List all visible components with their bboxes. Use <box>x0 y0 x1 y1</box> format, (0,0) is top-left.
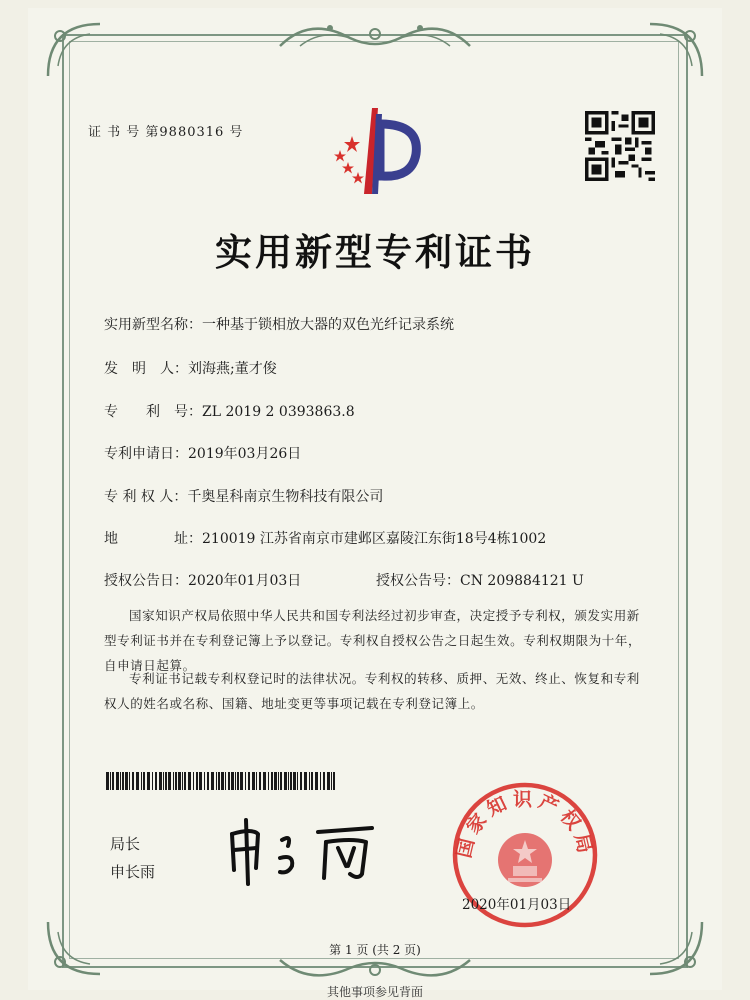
patent-number-value: ZL 2019 2 0393863.8 <box>202 404 355 420</box>
grant-number-value: CN 209884121 U <box>460 573 584 589</box>
barcode <box>106 772 338 790</box>
address-value: 210019 江苏省南京市建邺区嘉陵江东街18号4栋1002 <box>202 531 547 547</box>
grant-date-label: 授权公告日： <box>104 573 188 589</box>
director-name: 申长雨 <box>110 863 156 881</box>
corner-ornament-top-left <box>40 16 110 86</box>
address-row <box>104 528 546 548</box>
grant-date-row <box>104 570 301 590</box>
corner-ornament-top-right <box>640 16 710 86</box>
certificate-title: 实用新型专利证书 <box>215 231 535 274</box>
director-title: 局长 <box>110 835 141 853</box>
certificate-number: 证 书 号 第9880316 号 <box>88 125 244 140</box>
patentee-row <box>104 486 383 506</box>
patent-number-row <box>104 401 355 421</box>
utility-name-label: 实用新型名称： <box>104 317 202 333</box>
grant-date-value: 2020年01月03日 <box>188 573 302 589</box>
page-number: 第 1 页 (共 2 页) <box>329 943 421 957</box>
legal-status-note: 专利证书记载专利权登记时的法律状况。专利权的转移、质押、无效、终止、恢复和专利权人的姓名或名称、国籍、地址变更等事项记载在专利登记簿上。 <box>104 671 640 711</box>
qr-code <box>585 111 655 181</box>
cnipa-logo <box>320 106 430 196</box>
grant-number-row <box>376 570 584 590</box>
address-label: 地 址： <box>104 531 202 547</box>
filing-date-row <box>104 443 301 463</box>
top-ornament <box>270 16 480 56</box>
certificate-statement: 国家知识产权局依照中华人民共和国专利法经过初步审查，决定授予专利权，颁发实用新型专利证书并在专利登记簿上予以登记。专利权自授权公告之日起生效。专利权期限为十年，自申请日起算。 <box>104 608 642 673</box>
patentee-label: 专 利 权 人： <box>104 489 188 505</box>
filing-date-value: 2019年03月26日 <box>188 446 302 462</box>
grant-number-label: 授权公告号： <box>376 573 460 589</box>
utility-name-row <box>104 314 454 334</box>
utility-name-value: 一种基于锁相放大器的双色光纤记录系统 <box>202 317 454 333</box>
inventor-value: 刘海燕;董才俊 <box>188 361 277 377</box>
seal-date: 2020年01月03日 <box>462 897 572 913</box>
patent-number-label: 专 利 号： <box>104 404 202 420</box>
footer-cut-text: 其他事项参见背面 <box>326 985 423 999</box>
inventor-row <box>104 358 277 378</box>
filing-date-label: 专利申请日： <box>104 446 188 462</box>
director-signature <box>222 812 382 892</box>
svg-text:国家知识产权局: 国家知识产权局 <box>453 788 597 860</box>
patentee-value: 千奥星科南京生物科技有限公司 <box>187 489 384 505</box>
inventor-label: 发 明 人： <box>104 361 188 377</box>
